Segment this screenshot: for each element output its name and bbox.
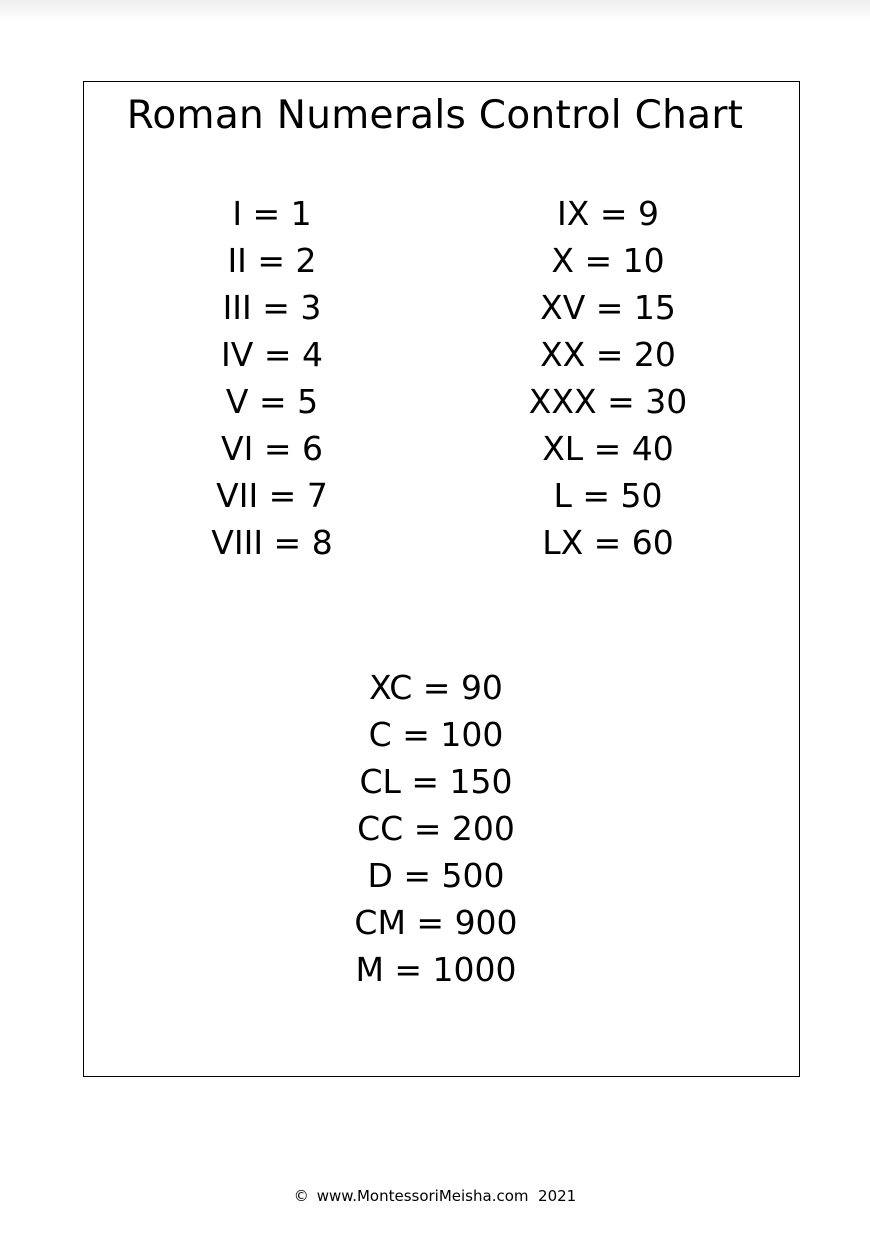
numeral-entry: XC = 90	[369, 668, 503, 707]
numeral-entry: VIII = 8	[211, 523, 333, 562]
numeral-entry: CC = 200	[357, 809, 515, 848]
numeral-entry: D = 500	[367, 856, 505, 895]
numeral-entry: III = 3	[222, 288, 322, 327]
numeral-entry: IX = 9	[557, 194, 659, 233]
numeral-entry: VII = 7	[216, 476, 328, 515]
numeral-entry: XX = 20	[540, 335, 676, 374]
right-numeral-column	[508, 190, 708, 566]
footer-website-text: www.MontessoriMeisha.com 2021	[316, 1187, 577, 1205]
numeral-entry: LX = 60	[542, 523, 674, 562]
copyright-icon: ©	[293, 1187, 309, 1205]
numeral-entry: XXX = 30	[528, 382, 688, 421]
bottom-numeral-column	[336, 664, 536, 993]
numeral-entry: X = 10	[551, 241, 665, 280]
page-title: Roman Numerals Control Chart	[126, 93, 744, 138]
numeral-entry: CL = 150	[359, 762, 513, 801]
page-top-shade	[0, 0, 870, 22]
page-footer	[0, 1186, 870, 1206]
numeral-entry: I = 1	[232, 194, 312, 233]
numeral-entry: II = 2	[227, 241, 317, 280]
numeral-entry: V = 5	[225, 382, 319, 421]
numeral-entry: IV = 4	[221, 335, 323, 374]
numeral-entry: XV = 15	[540, 288, 676, 327]
numeral-entry: CM = 900	[354, 903, 518, 942]
numeral-entry: C = 100	[368, 715, 504, 754]
numeral-entry: L = 50	[553, 476, 663, 515]
numeral-entry: M = 1000	[355, 950, 517, 989]
numeral-entry: VI = 6	[221, 429, 323, 468]
left-numeral-column	[172, 190, 372, 566]
numeral-entry: XL = 40	[542, 429, 674, 468]
